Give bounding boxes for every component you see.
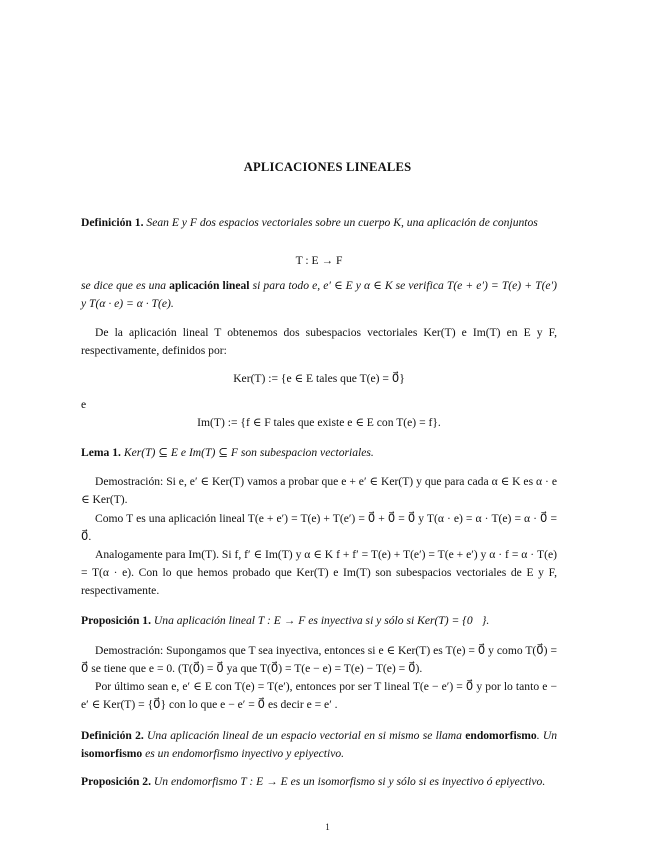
proof-2-paragraph-2: Por último sean e, e′ ∈ E con T(e) = T(e′), entonces por ser T lineal T(e − e′) = 0⃗ y por lo tanto e − e′ ∈ Ker(T) = {0⃗} con lo que e − e′ = 0⃗ es decir e = e′ . xyxy=(81,680,557,711)
conjunction-e: e xyxy=(81,398,87,411)
lemma-1-text: Ker(T) ⊆ E e Im(T) ⊆ F son subespacion vectoriales. xyxy=(123,446,374,459)
page-number: 1 xyxy=(325,822,330,832)
proposition-2-label: Proposición 2. xyxy=(81,775,151,788)
definition-1-pre: se dice que es una xyxy=(81,279,167,292)
proposition-2 xyxy=(81,773,557,791)
proof-1-paragraph-3: Analogamente para Im(T). Si f, f′ ∈ Im(T) y α ∈ K f + f′ = T(e) + T(e′) = T(e + e′) y α · f = α · T(e) = T(α · e). Con lo que hemos probado que Ker(T) e Im(T) son subespacios vectoriales de E y F, respectivamente. xyxy=(81,548,557,597)
definition-1-formula: T : E → F xyxy=(295,254,343,267)
definition-1-post: si para todo e, e′ ∈ E y α ∈ K se verifica T(e + e′) = T(e) + T(e′) y T(α · e) = α · T(e). xyxy=(81,279,557,310)
definition-1-bold-term: aplicación lineal xyxy=(169,279,250,292)
definition-2-term-endomorfismo: endomorfismo xyxy=(465,729,537,742)
definition-2-text-3: es un endomorfismo inyectivo y epiyectivo. xyxy=(145,747,345,760)
definition-2-text-1: Una aplicación lineal de un espacio vectorial en si mismo se llama xyxy=(147,729,462,742)
definition-2-text-2: . Un xyxy=(536,729,558,742)
proposition-1-label: Proposición 1. xyxy=(81,614,151,627)
page-title: APLICACIONES LINEALES xyxy=(243,160,412,174)
definition-1-continuation xyxy=(81,277,557,313)
paragraph-ker-im: De la aplicación lineal T obtenemos dos subespacios vectoriales Ker(T) e Im(T) en E y F, respectivamente, definidos por: xyxy=(81,326,557,357)
proof-1-paragraph-1: Demostración: Si e, e′ ∈ Ker(T) vamos a probar que e + e′ ∈ Ker(T) y que para cada α ∈ K es α · e ∈ Ker(T). xyxy=(81,475,557,506)
definition-1-text: Sean E y F dos espacios vectoriales sobre un cuerpo K, una aplicación de conjuntos xyxy=(146,216,538,229)
definition-2 xyxy=(81,727,557,763)
definition-2-label: Definición 2. xyxy=(81,729,144,742)
definition-1 xyxy=(81,214,557,232)
definition-2-term-isomorfismo: isomorfismo xyxy=(81,747,143,760)
proof-1-paragraph-2: Como T es una aplicación lineal T(e + e′) = T(e) + T(e′) = 0⃗ + 0⃗ = 0⃗ y T(α · e) = α · T(e) = α · 0⃗ = 0⃗. xyxy=(81,512,557,543)
proof-2-paragraph-1: Demostración: Supongamos que T sea inyectiva, entonces si e ∈ Ker(T) es T(e) = 0⃗ y como T(0⃗) = 0⃗ se tiene que e = 0. (T(0⃗) = 0⃗ ya que T(0⃗) = T(e − e) = T(e) − T(e) = 0⃗). xyxy=(81,644,557,675)
im-definition: Im(T) := {f ∈ F tales que existe e ∈ E con T(e) = f}. xyxy=(197,416,441,429)
lemma-1 xyxy=(81,444,557,462)
proposition-1 xyxy=(81,612,557,630)
proposition-2-text: Un endomorfismo T : E → E es un isomorfismo si y sólo si es inyectivo ó epiyectivo. xyxy=(153,775,546,788)
ker-definition: Ker(T) := {e ∈ E tales que T(e) = 0⃗} xyxy=(233,372,405,385)
lemma-1-label: Lema 1. xyxy=(81,446,121,459)
proposition-1-text: Una aplicación lineal T : E → F es inyectiva si y sólo si Ker(T) = {0⃗}. xyxy=(153,614,490,627)
definition-1-label: Definición 1. xyxy=(81,216,144,229)
